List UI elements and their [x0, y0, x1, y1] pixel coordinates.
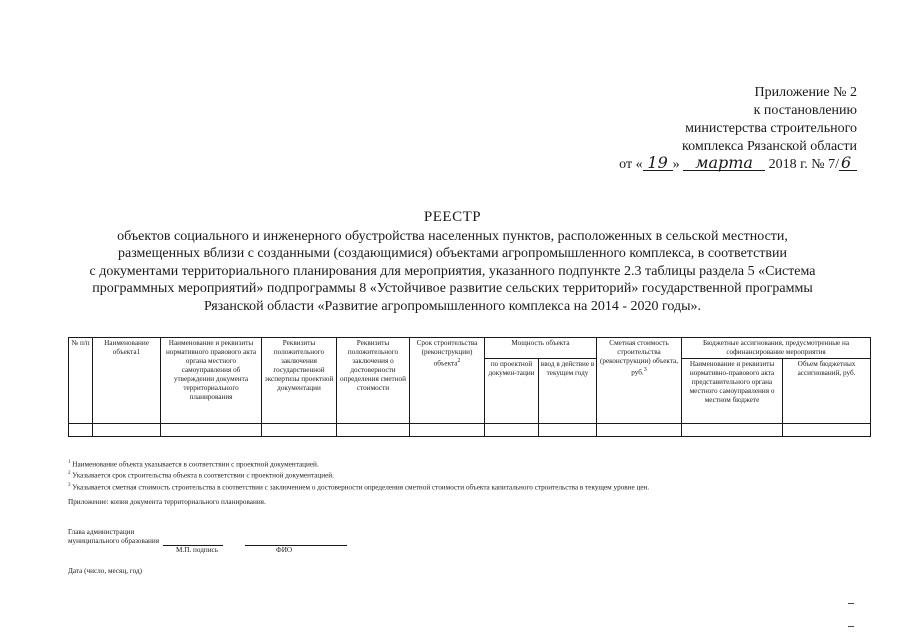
date-close-quote: »	[672, 157, 680, 172]
signature-blank[interactable]	[163, 537, 223, 546]
header-term-label: Срок строительства (реконструкции) объекта	[416, 339, 478, 368]
registry-table	[68, 337, 871, 437]
header-state-expertise: Реквизиты положительного заключения государственной экспертизы проектной документации	[262, 338, 337, 424]
scan-mark	[848, 626, 854, 627]
footnote-1	[68, 458, 649, 469]
year-and-number: 2018 г. № 7/	[768, 157, 839, 172]
footnote-3	[68, 481, 649, 492]
header-planning-doc: Наименование и реквизиты нормативного правового акта органа местного самоуправления об утверждении документа территориального планирования	[161, 338, 262, 424]
footnotes	[68, 458, 649, 492]
name-blank[interactable]	[245, 537, 347, 546]
appendix-line-3: министерства строительного	[685, 121, 857, 136]
title-line-5: Рязанской области «Развитие агропромышленного комплекса на 2014 - 2020 годы».	[203, 298, 702, 314]
table-header-row	[69, 338, 871, 359]
appendix-line-2: к постановлению	[753, 103, 857, 118]
footnote-3-text: Указывается сметная стоимость строительства в соответствии с заключением о достоверности определения сметной стоимости объекта капитального строительства в текущем уровне цен.	[72, 483, 650, 492]
footnote-1-text: Наименование объекта указывается в соответствии с проектной документацией.	[72, 460, 319, 469]
appendix-line-1: Приложение № 2	[754, 85, 857, 100]
handwritten-number: 6	[839, 156, 857, 171]
header-construction-term	[410, 338, 485, 424]
handwritten-day: 19	[643, 156, 673, 171]
handwritten-month: марта	[683, 156, 765, 171]
appendix-date-line	[619, 153, 857, 174]
caption-name: ФИО	[276, 546, 293, 554]
document-title	[40, 209, 865, 315]
title-line-1: объектов социального и инженерного обустройства населенных пунктов, расположенных в сельской местности,	[117, 228, 788, 244]
title-line-4: программных мероприятий» подпрограммы 8 «Устойчивое развитие сельских территорий» государственной программы	[92, 281, 813, 296]
appendix-line-4: комплекса Рязанской области	[682, 139, 857, 154]
date-field-label: Дата (число, месяц, год)	[68, 567, 143, 575]
footnote-2	[68, 469, 649, 480]
header-capacity-active: ввод в действие в текущем году	[539, 359, 597, 424]
header-budget: Бюджетные ассигнования, предусмотренные на софинансирование мероприятия	[682, 338, 871, 359]
appendix-header	[619, 84, 857, 174]
header-budget-sum: Объем бюджетных ассигнований, руб.	[783, 359, 871, 424]
title-line-2: размещенных вблизи с созданными (создающимися) объектами агропромышленного комплекса, в соответствии	[117, 246, 788, 261]
header-capacity: Мощность объекта	[485, 338, 597, 359]
signature-block	[68, 528, 347, 555]
table-row	[69, 424, 871, 437]
footnote-2-mark: 2	[68, 471, 71, 477]
attachment-note: Приложение: копия документа территориального планирования.	[68, 498, 266, 506]
header-cost-label: Сметная стоимость строительства (реконструкции) объекта, руб.	[599, 339, 679, 377]
signature-line-1: Глава администрации	[68, 528, 135, 536]
signature-line-2: муниципального образования	[68, 537, 160, 545]
header-capacity-project: по проектной докумен-тации	[485, 359, 539, 424]
signature-row	[68, 537, 347, 546]
footnote-3-mark: 3	[68, 482, 71, 488]
title-heading: РЕЕСТР	[423, 209, 482, 225]
header-num: № п/п	[69, 338, 93, 424]
header-object-name: Наименование объекта1	[93, 338, 161, 424]
header-cost-conclusion: Реквизиты положительного заключения о достоверности определения сметной стоимости	[337, 338, 410, 424]
header-term-sup: 2	[457, 358, 461, 364]
header-estimated-cost	[597, 338, 682, 424]
header-budget-act: Наименование и реквизиты нормативно-правового акта представительного органа местного самоуправления о местном бюджете	[682, 359, 783, 424]
footnote-2-text: Указывается срок строительства объекта в соответствии с проектной документацией.	[72, 471, 334, 480]
caption-stamp-signature: М.П. подпись	[176, 546, 219, 554]
date-prefix: от «	[619, 157, 643, 172]
header-cost-sup: 3	[643, 367, 647, 373]
footnote-1-mark: 1	[68, 460, 71, 465]
signature-captions	[176, 546, 347, 555]
title-line-3: с документами территориального планирования для мероприятия, указанного подпункте 2.3 таблицы раздела 5 «Система	[89, 263, 816, 279]
scan-mark	[848, 603, 854, 604]
